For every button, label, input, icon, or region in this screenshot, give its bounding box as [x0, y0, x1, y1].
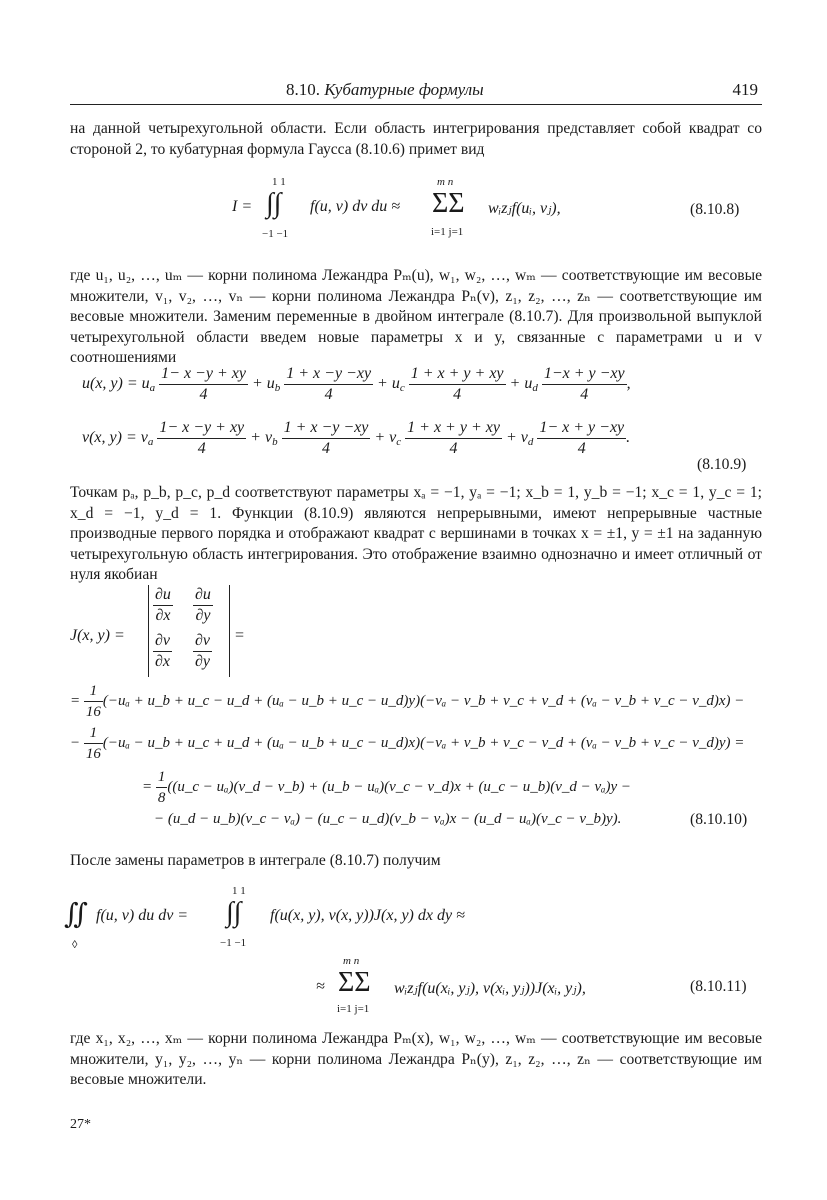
eq4-limits-top: 1 1: [232, 885, 246, 897]
dv-dy: [193, 631, 212, 672]
equation-8-10-9-v: v(x, $y) = v_a$ $\frac{1- x -y + xy}{4}$ + $v_b$ $\frac{1 + x -y -xy}{4}$ + $v_c$ $\frac{1 + x + y + xy}{4}$ + $v_d$ $\frac{1- x + y -xy}{4}$ .: [82, 419, 631, 457]
jacobian-line-1: = $\frac{1}{16}$ (−uₐ + u_b + u_c − u_d + (uₐ − u_b + u_c − u_d)y)(−vₐ − v_b + v_c + v_d + (vₐ − v_b + v_c − v_d)x) −: [70, 683, 745, 720]
frac-v-1: [157, 418, 246, 459]
den: 16: [85, 746, 101, 762]
paragraph-4: После замены параметров в интеграле (8.10.7) получим: [70, 852, 441, 869]
sum-sign: ΣΣ: [432, 188, 465, 219]
paragraph-3: Точкам pₐ, p_b, p_c, p_d соответствуют параметры xₐ = −1, yₐ = −1; x_b = 1, y_b = −1; x_c = 1, y_c = 1; x_d = −1, y_d = 1. Функции (8.10.9) являются непрерывными, имеют непрерывные частные производные первого порядка и отображают квадрат с вершинами в точках x = ±1, y = ±1 на заданную четырехугольную область интегрирования. Это отображение взаимно однозначно и имеет отличный от нуля якобиан: [70, 484, 762, 583]
eq1-rhs: wᵢzⱼf(uᵢ, vⱼ),: [488, 200, 561, 217]
paragraph-1: на данной четырехугольной области. Если область интегрирования представляет собой квадрат со стороной 2, то кубатурная формула Гаусса (8.10.6) примет вид: [70, 120, 762, 158]
jacobian-lhs: J(x, y) =: [70, 627, 125, 644]
num: 1− x −y + xy: [159, 364, 248, 385]
line2-text: (−uₐ − u_b + u_c + u_d + (uₐ − u_b + u_c − u_d)x)(−vₐ + v_b + v_c − v_d + (vₐ − v_b + v_c − v_d)y) =: [102, 734, 745, 751]
num: 1− x −y + xy: [157, 418, 246, 439]
du-dy: [193, 585, 213, 626]
eq4-sum-top: m n: [343, 955, 360, 967]
eq1-sum-bottom: i=1 j=1: [431, 226, 464, 238]
paragraph-5: где x₁, x₂, …, xₘ — корни полинома Лежандра Pₘ(x), w₁, w₂, …, wₘ — соответствующие им весовые множители, y₁, y₂, …, yₙ — корни полинома Лежандра Pₙ(y), z₁, z₂, …, zₙ — соответствующие им весовые множители.: [70, 1030, 762, 1088]
eq1-integrand: f(u, v) dv du ≈: [310, 198, 401, 215]
num: 1−x + y −xy: [542, 364, 627, 385]
frac-1-16-b: [84, 723, 103, 764]
paragraph-2: где u₁, u₂, …, uₘ — корни полинома Лежандра Pₘ(u), w₁, w₂, …, wₘ — соответствующие им весовые множители, v₁, v₂, …, vₙ — корни полинома Лежандра Pₙ(v), z₁, z₂, …, zₙ — соответствующие им весовые множители. Заменим переменные в двойном интеграле (8.10.7). Для произвольной выпуклой четырехугольной области введем новые параметры x и y, связанные с параметрами u и v соотношениями: [70, 267, 762, 366]
v-sub-d: d: [527, 436, 534, 449]
num: 1: [84, 723, 103, 744]
num: 1: [156, 767, 168, 788]
den: ∂y: [195, 607, 211, 624]
u-sub-c: c: [399, 382, 405, 395]
eq4-lhs: f(u, v) du dv =: [96, 907, 189, 924]
running-header: [70, 80, 762, 105]
u-sub-d: d: [532, 382, 538, 395]
line3-text: ((u_c − uₐ)(v_d − v_b) + (u_b − uₐ)(v_c − v_d)x + (u_c − u_b)(v_d − vₐ)y −: [167, 778, 632, 795]
eq4-limits-bottom: −1 −1: [220, 937, 247, 949]
equation-8-10-9-u: u(x, $y) = u_a$ $\frac{1- x -y + xy}{4}$ + $u_b$ $\frac{1 + x -y -xy}{4}$ + $u_c$ $\frac{1 + x + y + xy}{4}$ + $u_d$ $\frac{1-x + y -xy}{4}$ ,: [82, 365, 631, 403]
den: 4: [197, 440, 206, 457]
eq4-sum-bottom: i=1 j=1: [337, 1003, 370, 1015]
frac-u-2: [284, 364, 373, 405]
eq-number-8-10-11: (8.10.11): [690, 978, 747, 995]
v-sub-c: c: [396, 436, 402, 449]
frac-u-1: [159, 364, 248, 405]
num: 1 + x + y + xy: [405, 418, 502, 439]
den: 4: [449, 440, 458, 457]
den: ∂x: [155, 653, 171, 670]
jacobian-line-4: − (u_d − u_b)(v_c − vₐ) − (u_c − u_d)(v_b − vₐ)x − (u_d − uₐ)(v_c − v_b)y).: [154, 811, 622, 827]
den: 4: [199, 386, 208, 403]
u-lhs: u(x, y) = u: [82, 375, 150, 393]
num: ∂u: [153, 585, 173, 606]
den: 4: [577, 440, 586, 457]
eq1-sum-top: m n: [437, 176, 454, 188]
frac-v-4: [537, 418, 626, 459]
den: 16: [85, 704, 101, 720]
frac-u-3: [409, 364, 506, 405]
eq-number-8-10-8: (8.10.8): [690, 201, 740, 218]
den: 8: [157, 790, 166, 806]
eq4-approx: ≈: [316, 978, 325, 995]
jacobian-line-2: − $\frac{1}{16}$ (−uₐ − u_b + u_c + u_d + (uₐ − u_b + u_c − u_d)x)(−vₐ + v_b + v_c − v_d + (vₐ − v_b + v_c − v_d)y) =: [70, 725, 745, 762]
num: 1 + x −y −xy: [282, 418, 371, 439]
den: 4: [580, 386, 589, 403]
eq4-sum-sign: ΣΣ: [338, 967, 371, 998]
eq3-equals: =: [234, 627, 245, 644]
eq-number-8-10-10: (8.10.10): [690, 811, 748, 828]
eq-number-8-10-9: (8.10.9): [697, 456, 747, 473]
den: 4: [453, 386, 462, 403]
signature-mark: 27*: [70, 1117, 91, 1132]
jacobian-determinant: [148, 585, 230, 677]
num: 1 + x + y + xy: [409, 364, 506, 385]
num: ∂v: [153, 631, 172, 652]
line1-text: (−uₐ + u_b + u_c − u_d + (uₐ − u_b + u_c − u_d)y)(−vₐ − v_b + v_c + v_d + (vₐ − v_b + v_c − v_d)x) −: [102, 692, 745, 709]
section-heading: 8.10. Кубатурные формулы: [286, 80, 484, 99]
frac-u-4: [542, 364, 627, 405]
double-integral-sign: ∬: [64, 899, 88, 930]
page-number: 419: [732, 80, 758, 99]
den: ∂x: [155, 607, 171, 624]
num: ∂v: [193, 631, 212, 652]
u-sub-b: b: [274, 382, 281, 395]
frac-v-2: [282, 418, 371, 459]
diamond-domain: ◊: [72, 939, 78, 951]
eq4-integrand: f(u(x, y), v(x, y))J(x, y) dx dy ≈: [270, 907, 465, 924]
dv-dx: [153, 631, 172, 672]
integral-sign: ∫∫: [266, 188, 282, 219]
num: 1− x + y −xy: [537, 418, 626, 439]
den: 4: [324, 386, 333, 403]
equation-8-10-10: [70, 585, 762, 835]
v-sub-a: a: [147, 436, 154, 449]
eq1-limits-bottom: −1 −1: [262, 228, 289, 240]
du-dx: [153, 585, 173, 626]
den: 4: [321, 440, 330, 457]
eq4-rhs: wᵢzⱼf(u(xᵢ, yⱼ), v(xᵢ, yⱼ))J(xᵢ, yⱼ),: [394, 980, 586, 997]
eq4-integral-sign: ∫∫: [226, 897, 242, 928]
num: 1 + x −y −xy: [284, 364, 373, 385]
eq1-lhs: I =: [232, 198, 253, 215]
num: ∂u: [193, 585, 213, 606]
equation-8-10-11: [64, 885, 764, 1015]
frac-1-8: [156, 767, 168, 808]
frac-1-16: [84, 681, 103, 722]
v-lhs: v(x, y) = v: [82, 429, 148, 447]
u-sub-a: a: [149, 382, 156, 395]
frac-v-3: [405, 418, 502, 459]
eq1-limits-top: 1 1: [272, 176, 286, 188]
num: 1: [84, 681, 103, 702]
den: ∂y: [195, 653, 211, 670]
jacobian-line-3: = $\frac{1}{8}$ ((u_c − uₐ)(v_d − v_b) + (u_b − uₐ)(v_c − v_d)x + (u_c − u_b)(v_d − vₐ)y −: [142, 769, 632, 806]
v-sub-b: b: [272, 436, 278, 449]
